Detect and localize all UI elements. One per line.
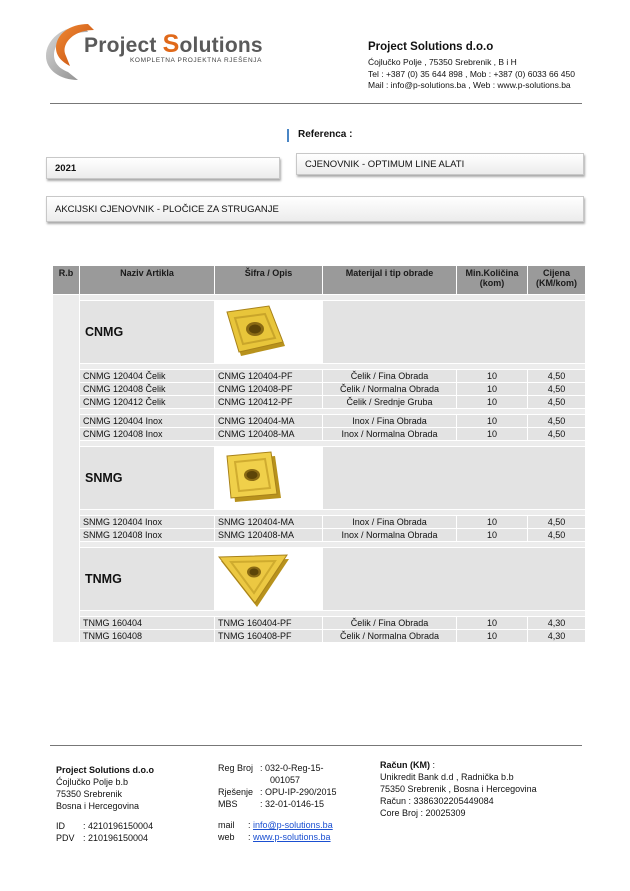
cell-sifra: CNMG 120408-PF [215, 383, 322, 395]
cell-price: 4,30 [528, 617, 585, 629]
cell-material: Čelik / Normalna Obrada [323, 630, 456, 642]
footer-rjesenje: Rješenje : OPU-IP-290/2015 [218, 787, 337, 797]
footer-core-number: Core Broj : 20025309 [380, 808, 466, 818]
header-divider [50, 103, 582, 104]
price-list-name-box: CJENOVNIK - OPTIMUM LINE ALATI [296, 153, 584, 175]
cell-sifra: TNMG 160404-PF [215, 617, 322, 629]
col-header-material: Materijal i tip obrade [323, 266, 456, 294]
price-table [52, 265, 586, 643]
table-row [53, 370, 585, 382]
cell-material: Inox / Fina Obrada [323, 415, 456, 427]
spacer-row [53, 295, 585, 300]
company-name: Project Solutions d.o.o [368, 41, 494, 53]
cell-material: Inox / Normalna Obrada [323, 428, 456, 440]
cell-naziv: TNMG 160404 [80, 617, 214, 629]
cell-naziv: CNMG 120404 Inox [80, 415, 214, 427]
group-image [215, 447, 322, 509]
footer-registration [218, 762, 337, 843]
group-name: SNMG [80, 447, 214, 509]
cell-price: 4,50 [528, 396, 585, 408]
table-row [53, 383, 585, 395]
footer-account: Račun : 3386302205449084 [380, 796, 494, 806]
cnmg-insert-icon [215, 302, 293, 362]
footer-address-line: Bosna i Hercegovina [56, 801, 140, 811]
footer-company [56, 764, 154, 844]
footer-bank-title: Račun (KM) : [380, 760, 436, 770]
group-image [215, 548, 322, 610]
company-header [368, 40, 575, 92]
cell-naziv: CNMG 120408 Čelik [80, 383, 214, 395]
cell-naziv: CNMG 120404 Čelik [80, 370, 214, 382]
cell-price: 4,50 [528, 516, 585, 528]
spacer-row [53, 409, 585, 414]
footer-mail: mail : info@p-solutions.ba [218, 820, 333, 830]
reference-accent [287, 129, 289, 142]
table-row [53, 529, 585, 541]
rb-column [53, 295, 79, 642]
company-phones: Tel : +387 (0) 35 644 898 , Mob : +387 (0) 6033 66 450 [368, 68, 575, 79]
cell-qty: 10 [457, 370, 527, 382]
logo-tagline: KOMPLETNA PROJEKTNA RJEŠENJA [130, 57, 263, 64]
cell-sifra: CNMG 120404-PF [215, 370, 322, 382]
table-row [53, 617, 585, 629]
cell-sifra: SNMG 120404-MA [215, 516, 322, 528]
snmg-insert-icon [215, 448, 293, 508]
year-box: 2021 [46, 157, 280, 179]
col-header-price: Cijena (KM/kom) [528, 266, 585, 294]
cell-price: 4,50 [528, 415, 585, 427]
cell-qty: 10 [457, 630, 527, 642]
table-row [53, 630, 585, 642]
cell-price: 4,50 [528, 529, 585, 541]
cell-price: 4,30 [528, 630, 585, 642]
footer-bank [380, 759, 537, 819]
cell-naziv: CNMG 120408 Inox [80, 428, 214, 440]
col-header-sifra: Šifra / Opis [215, 266, 322, 294]
product-group-header [53, 447, 585, 509]
spacer-row [53, 542, 585, 547]
cell-naziv: SNMG 120404 Inox [80, 516, 214, 528]
cell-sifra: TNMG 160408-PF [215, 630, 322, 642]
spacer-row [53, 510, 585, 515]
footer-address-line: Ćojlučko Polje b.b [56, 777, 129, 787]
col-header-rb: R.b [53, 266, 79, 294]
cell-qty: 10 [457, 428, 527, 440]
cell-qty: 10 [457, 415, 527, 427]
footer-pdv: PDV : 210196150004 [56, 833, 149, 843]
footer-web: web : www.p-solutions.ba [218, 832, 331, 842]
table-row [53, 415, 585, 427]
footer-reg-cont: 001057 [270, 775, 301, 785]
tnmg-insert-icon [215, 549, 293, 609]
cell-price: 4,50 [528, 383, 585, 395]
footer-id: ID : 4210196150004 [56, 821, 154, 831]
col-header-min-qty: Min.Količina (kom) [457, 266, 527, 294]
cell-sifra: CNMG 120408-MA [215, 428, 322, 440]
logo-wordmark: Project Solutions [84, 30, 263, 58]
cell-price: 4,50 [528, 370, 585, 382]
cell-naziv: TNMG 160408 [80, 630, 214, 642]
spacer-row [53, 364, 585, 369]
cell-qty: 10 [457, 396, 527, 408]
footer-mbs: MBS : 32-01-0146-15 [218, 799, 325, 809]
group-image [215, 301, 322, 363]
footer-divider [50, 745, 582, 746]
cell-material: Čelik / Srednje Gruba [323, 396, 456, 408]
product-group-header [53, 301, 585, 363]
cell-qty: 10 [457, 617, 527, 629]
table-row [53, 396, 585, 408]
cell-qty: 10 [457, 383, 527, 395]
footer-reg: Reg Broj : 032-0-Reg-15- [218, 763, 324, 773]
cell-naziv: CNMG 120412 Čelik [80, 396, 214, 408]
cell-sifra: SNMG 120408-MA [215, 529, 322, 541]
web-link[interactable]: www.p-solutions.ba [253, 832, 331, 842]
cell-qty: 10 [457, 516, 527, 528]
cell-material: Čelik / Fina Obrada [323, 370, 456, 382]
table-row [53, 516, 585, 528]
table-header-row [53, 266, 585, 294]
footer-bank-name: Unikredit Bank d.d , Radnička b.b [380, 772, 514, 782]
spacer-row [53, 611, 585, 616]
spacer-row [53, 441, 585, 446]
cell-sifra: CNMG 120404-MA [215, 415, 322, 427]
cell-material: Čelik / Fina Obrada [323, 617, 456, 629]
cell-material: Inox / Normalna Obrada [323, 529, 456, 541]
cell-price: 4,50 [528, 428, 585, 440]
cell-sifra: CNMG 120412-PF [215, 396, 322, 408]
company-address: Ćojlučko Polje , 75350 Srebrenik , B i H [368, 57, 517, 67]
cell-qty: 10 [457, 529, 527, 541]
reference-label: Referenca : [298, 129, 353, 140]
table-row [53, 428, 585, 440]
group-name: CNMG [80, 301, 214, 363]
company-contact: Mail : info@p-solutions.ba , Web : www.p-solutions.ba [368, 80, 571, 90]
col-header-naziv: Naziv Artikla [80, 266, 214, 294]
footer-address-line: 75350 Srebrenik [56, 789, 123, 799]
cell-material: Inox / Fina Obrada [323, 516, 456, 528]
document-title-box: AKCIJSKI CJENOVNIK - PLOČICE ZA STRUGANJE [46, 196, 584, 222]
cell-material: Čelik / Normalna Obrada [323, 383, 456, 395]
mail-link[interactable]: info@p-solutions.ba [253, 820, 333, 830]
product-group-header [53, 548, 585, 610]
footer-bank-address: 75350 Srebrenik , Bosna i Hercegovina [380, 784, 537, 794]
cell-naziv: SNMG 120408 Inox [80, 529, 214, 541]
group-name: TNMG [80, 548, 214, 610]
footer-company-name: Project Solutions d.o.o [56, 765, 155, 775]
